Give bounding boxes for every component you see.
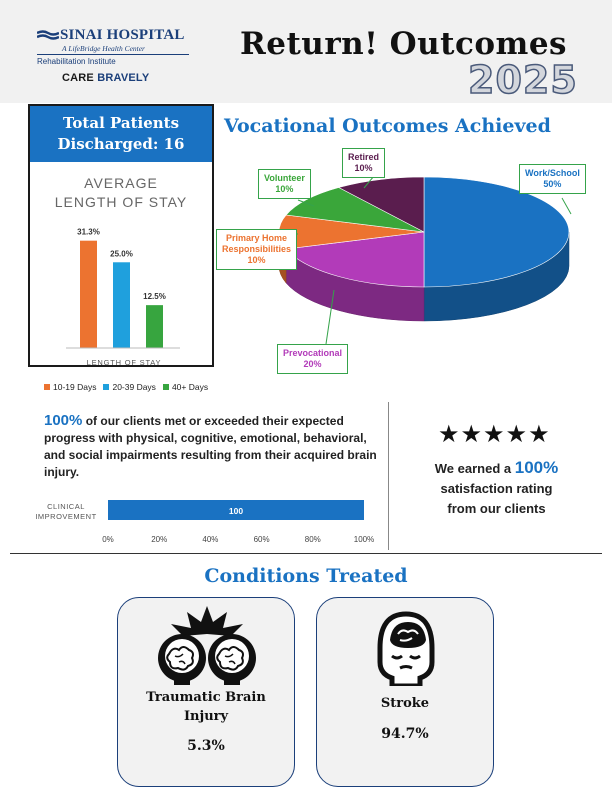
statement-percent: 100% [44,412,83,429]
satisfaction-lead: We earned a [434,461,515,476]
callout-retired-value: 10% [354,163,373,173]
los-legend-item-0 [44,382,96,392]
tagline-care: CARE [62,72,94,84]
los-bar-2 [146,305,163,348]
clinical-label-line1: CLINICAL [47,502,85,511]
condition-card-tbi [117,597,295,787]
hospital-name: SINAI HOSPITAL [60,27,185,43]
callout-volunteer [258,169,311,199]
hospital-subtitle: A LifeBridge Health Center [62,44,145,53]
patients-panel [28,104,214,392]
los-bar-0 [80,241,97,348]
tagline-bravely: BRAVELY [97,72,150,84]
stroke-head-icon [346,604,466,686]
satisfaction-statement [404,458,589,519]
care-bravely-tagline [62,72,149,84]
clinical-tick-3: 60% [253,535,270,544]
clinical-statement [44,412,378,481]
clinical-improvement-chart [100,496,385,548]
brain-injury-icon [147,604,267,686]
callout-work-school [519,164,586,194]
page-year: 2025 [468,58,578,102]
los-bar-label-1: 25.0% [110,249,133,259]
total-patients-line2: Discharged: 16 [57,135,185,153]
clinical-tick-1: 20% [151,535,168,544]
total-patients-box [30,106,212,162]
callout-home-label1: Primary Home [226,233,288,243]
statement-text: of our clients met or exceeded their expected progress with physical, cognitive, emotional, behavioral, and social impairments resulting from their acquired brain injury. [44,414,377,479]
callout-prevoc-value: 20% [303,359,322,369]
clinical-tick-4: 80% [304,535,321,544]
los-legend-label-1: 20-39 Days [112,382,156,392]
tbi-name [118,688,294,726]
conditions-title: Conditions Treated [204,565,408,587]
callout-home-value: 10% [247,255,266,265]
clinical-improvement-label [30,502,102,522]
avg-title-line1: AVERAGE [84,175,158,191]
los-legend-swatch-1 [103,384,109,390]
length-of-stay-chart [42,216,202,376]
callout-prevocational [277,344,348,374]
los-xlabel: LENGTH OF STAY [86,358,162,367]
clinical-bar-label: 100 [228,506,244,516]
avg-length-title [30,174,212,212]
callout-primary-home [216,229,297,270]
satisfaction-line3: from our clients [447,501,546,516]
satisfaction-line2: satisfaction rating [440,481,553,496]
sinai-wave-logo-icon [37,30,59,40]
los-legend-label-2: 40+ Days [171,382,209,392]
los-bar-1 [113,262,130,348]
callout-volunteer-label: Volunteer [264,173,305,183]
clinical-tick-5: 100% [353,535,375,544]
logo-divider [37,54,189,55]
five-star-rating-icon: ★★★★★ [438,420,551,448]
tbi-name-line2: Injury [183,709,229,724]
los-legend-swatch-2 [163,384,169,390]
stroke-value: 94.7% [381,726,429,742]
institute-name: Rehabilitation Institute [37,57,116,66]
callout-work-label: Work/School [525,168,580,178]
tbi-name-line1: Traumatic Brain [146,690,266,705]
los-legend-swatch-0 [44,384,50,390]
stroke-name: Stroke [380,696,430,711]
los-bar-label-0: 31.3% [77,227,100,237]
callout-retired [342,148,385,178]
callout-home-label2: Responsibilities [222,244,292,254]
vocational-title: Vocational Outcomes Achieved [224,115,551,137]
condition-card-stroke [316,597,494,787]
length-of-stay-legend [44,382,208,392]
vertical-divider [388,402,389,550]
avg-title-line2: LENGTH OF STAY [54,194,188,210]
clinical-tick-2: 40% [202,535,219,544]
clinical-tick-0: 0% [102,535,114,544]
los-legend-item-2 [163,382,208,392]
callout-retired-label: Retired [348,152,380,162]
callout-prevoc-label: Prevocational [283,348,343,358]
los-legend-item-1 [103,382,155,392]
section-divider [10,553,602,554]
pie-leader-0 [562,198,571,214]
satisfaction-percent: 100% [514,458,559,477]
callout-work-value: 50% [543,179,562,189]
los-legend-label-0: 10-19 Days [53,382,97,392]
vocational-pie-area [214,140,612,380]
callout-volunteer-value: 10% [275,184,294,194]
total-patients-line1: Total Patients [62,114,180,132]
clinical-label-line2: IMPROVEMENT [35,512,97,521]
los-bar-label-2: 12.5% [143,292,166,302]
satisfaction-line1 [404,458,589,479]
page-title: Return! Outcomes [240,26,568,62]
tbi-value: 5.3% [187,738,225,754]
header-banner [0,0,612,103]
